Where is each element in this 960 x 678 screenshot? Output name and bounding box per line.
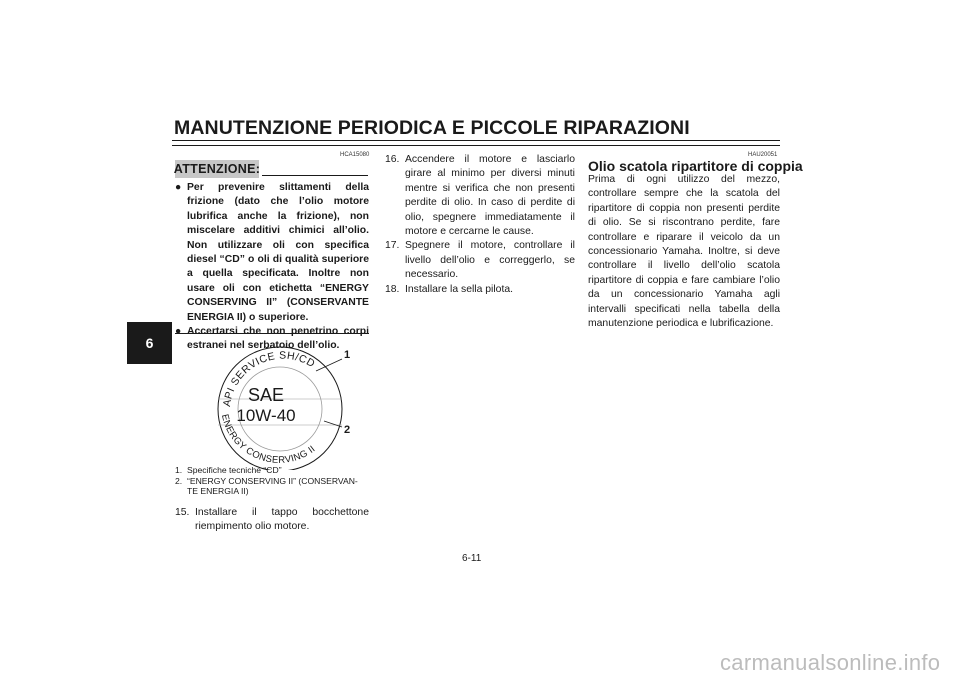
warning-list xyxy=(175,181,369,354)
warning-rule xyxy=(262,175,368,176)
warning-label: ATTENZIONE: xyxy=(173,162,261,176)
step-15: 15. Installare il tappo bocchettone riempimento olio motore. xyxy=(175,507,369,533)
sae-text: SAE xyxy=(247,385,285,405)
figure-caption xyxy=(175,465,375,497)
step-16: 16. Accendere il motore e lasciarlo girare al minimo per diversi minuti mentre si verifica che non presenti perdite di olio. In caso di perdite di olio, spegnere immediatamente il motore e cercarne le cause. xyxy=(385,154,575,238)
callout-2: 2 xyxy=(344,424,351,436)
viscosity-text: 10W-40 xyxy=(236,406,296,425)
watermark: carmanualsonline.info xyxy=(720,650,941,675)
caption-item-cont: TE ENERGIA II) xyxy=(187,486,249,497)
section-code: HAU20051 xyxy=(748,152,778,158)
page-number: 6-11 xyxy=(462,553,482,564)
warning-bottom-rule xyxy=(175,333,369,334)
warning-item-text: Per prevenire slittamenti della frizione (dato che l’olio motore lubrifica anche la frizione), non miscelare additivi chimici all’olio. Non utilizzare oli con specifica diesel “CD” o oli di qualità superiore a quella specificata. Inoltre non usare oli con etichetta “ENERGY CONSERVING II” (CONSERVANTE ENERGIA II) o superiore. xyxy=(187,182,369,323)
step-17: 17. Spegnere il motore, controllare il livello dell’olio e correggerlo, se necessario. xyxy=(385,240,575,281)
page-title: MANUTENZIONE PERIODICA E PICCOLE RIPARAZIONI xyxy=(174,117,690,139)
chapter-tab: 6 xyxy=(127,322,172,364)
arc-bottom-text: ENERGY CONSERVING II xyxy=(218,413,318,466)
section-body: Prima di ogni utilizzo del mezzo, controllare sempre che la scatola del ripartitore di coppia non presenti perdite di olio. Se si riscontrano perdite, fare controllare e riparare il veicolo da un concessionario Yamaha. Inoltre, si deve controllare il livello dell’olio scatola ripartitore di coppia e fare cambiare l’olio da un concessionario Yamaha agli intervalli specificati nella tabella della manutenzione periodica e lubrificazione. xyxy=(588,174,780,330)
caption-item: 2. “ENERGY CONSERVING II” (CONSERVAN- xyxy=(175,475,358,486)
steps-middle xyxy=(385,153,575,297)
callout-1: 1 xyxy=(344,349,351,361)
callout-line-1 xyxy=(316,359,342,371)
arc-top-text: API SERVICE SH/CD xyxy=(220,349,318,408)
oil-label-figure xyxy=(200,345,370,470)
title-rule xyxy=(172,140,780,146)
caption-item: 1. Specifiche tecniche “CD” xyxy=(175,465,282,475)
warning-item xyxy=(175,181,369,325)
bullet-icon: ● xyxy=(175,326,182,338)
step-18: 18. Installare la sella pilota. xyxy=(385,283,514,295)
bullet-icon: ● xyxy=(175,182,182,193)
callout-line-2 xyxy=(324,421,342,427)
warning-item-text: Accertarsi che non penetrino corpi estranei nel serbatoio dell’olio. xyxy=(187,326,369,352)
section-title: Olio scatola ripartitore di coppia xyxy=(588,158,803,174)
warning-code: HCA15080 xyxy=(340,152,370,158)
